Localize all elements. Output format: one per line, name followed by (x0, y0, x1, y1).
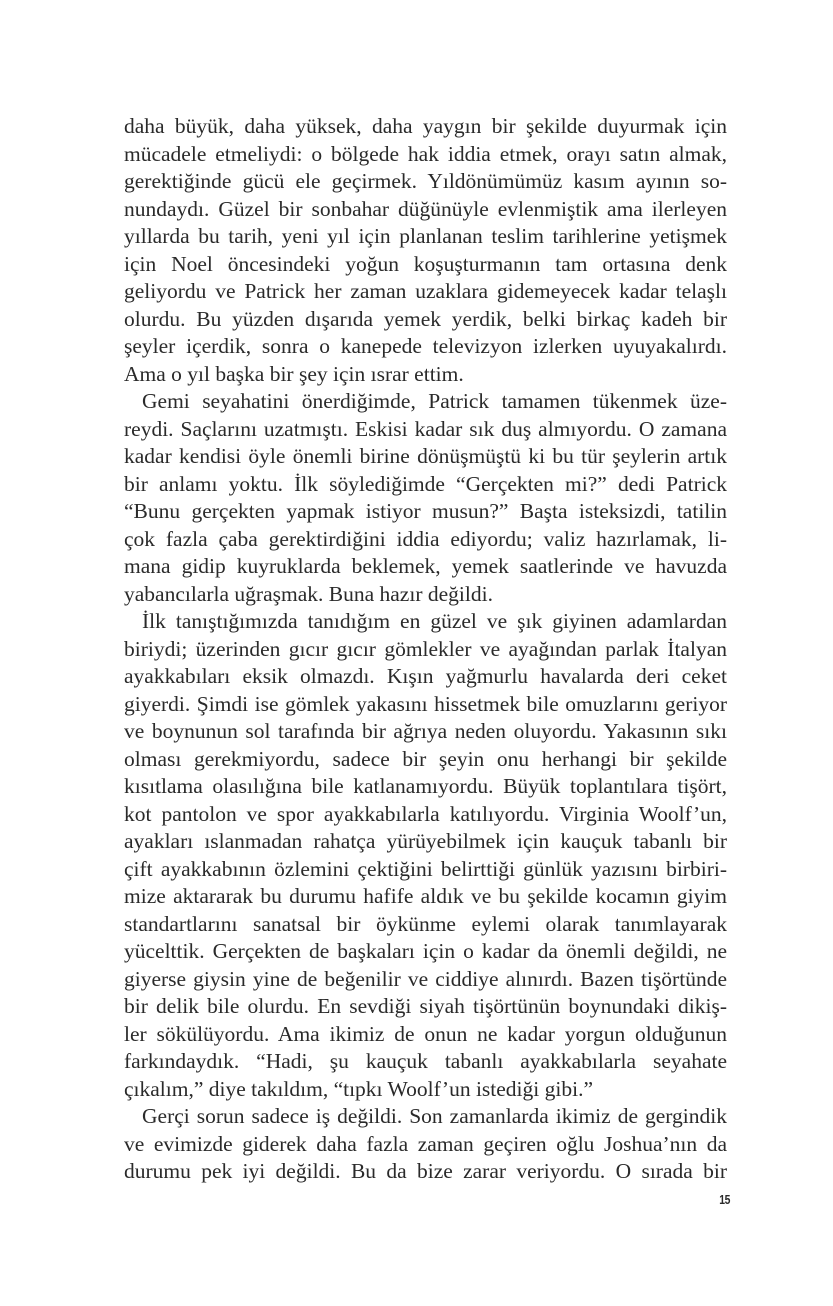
text-line: kot pantolon ve spor ayakkabılarla katılıyordu. Virginia Woolf’un, (124, 801, 727, 826)
text-line: nundaydı. Güzel bir sonbahar düğünüyle evlenmiştik ama ilerleyen (124, 196, 727, 221)
text-line: biriydi; üzerinden gıcır gıcır gömlekler ve ayağından parlak İtalyan (124, 636, 727, 661)
body-text (124, 113, 727, 1186)
text-line: bir anlamı yoktu. İlk söylediğimde “Gerçekten mi?” dedi Patrick (124, 471, 727, 496)
text-line: mize aktararak bu durumu hafife aldık ve bu şekilde kocamın giyim (124, 884, 727, 908)
text-line: ve evimizde giderek daha fazla zaman geçiren oğlu Joshua’nın da (124, 1131, 727, 1156)
text-line: mana gidip kuyruklarda beklemek, yemek saatlerinde ve havuzda (124, 554, 727, 578)
text-line: Gemi seyahatini önerdiğimde, Patrick tamamen tükenmek üze- (142, 389, 727, 413)
text-line: bir delik bile olurdu. En sevdiği siyah tişörtünün boynundaki dikiş- (124, 994, 727, 1018)
text-line: durumu pek iyi değildi. Bu da bize zarar veriyordu. O sırada bir (124, 1159, 727, 1183)
text-line: yücelttik. Gerçekten de başkaları için o kadar da önemli değildi, ne (124, 939, 727, 963)
text-line: çok fazla çaba gerektirdiğini iddia ediyordu; valiz hazırlamak, li- (124, 526, 727, 551)
text-line: daha büyük, daha yüksek, daha yaygın bir şekilde duyurmak için (124, 114, 727, 138)
paragraph (124, 1103, 727, 1186)
paragraph (124, 608, 727, 1103)
text-line: standartlarını sanatsal bir öykünme eylemi olarak tanımlayarak (124, 911, 727, 936)
text-line: gerektiğinde gücü ele geçirmek. Yıldönümümüz kasım ayının so- (124, 169, 727, 193)
paragraph (124, 113, 727, 388)
text-line: reydi. Saçlarını uzatmıştı. Eskisi kadar sık duş almıyordu. O zamana (124, 416, 727, 441)
text-line: kadar kendisi öyle önemli birine dönüşmüştü ki bu tür şeylerin artık (124, 444, 727, 468)
text-line: şeyler içerdik, sonra o kanepede televizyon izlerken uyuyakalırdı. (124, 334, 727, 358)
text-line: ve boynunun sol tarafında bir ağrıya neden oluyordu. Yakasının sıkı (124, 719, 727, 743)
text-line: Ama o yıl başka bir şey için ısrar ettim. (124, 361, 464, 386)
text-line: ler sökülüyordu. Ama ikimiz de onun ne kadar yorgun olduğunun (124, 1021, 727, 1046)
paragraph (124, 388, 727, 608)
text-line: olması gerekmiyordu, sadece bir şeyin onu herhangi bir şekilde (124, 746, 727, 771)
text-line: kısıtlama olasılığına bile katlanamıyordu. Büyük toplantılara tişört, (124, 774, 727, 798)
text-line: geliyordu ve Patrick her zaman uzaklara gidemeyecek kadar telaşlı (124, 279, 727, 303)
text-line: olurdu. Bu yüzden dışarıda yemek yerdik, belki birkaç kadeh bir (124, 306, 727, 331)
text-line: Gerçi sorun sadece iş değildi. Son zamanlarda ikimiz de gergindik (142, 1104, 727, 1128)
text-line: ayakları ıslanmadan rahatça yürüyebilmek için kauçuk tabanlı bir (124, 829, 727, 853)
text-line: mücadele etmeliydi: o bölgede hak iddia etmek, orayı satın almak, (124, 141, 727, 166)
text-line: için Noel öncesindeki yoğun koşuşturmanın tam ortasına denk (124, 251, 727, 276)
page-number: 15 (719, 1192, 730, 1207)
text-line: giyerdi. Şimdi ise gömlek yakasını hissetmek bile omuzlarını geriyor (124, 691, 727, 716)
text-line: çıkalım,” diye takıldım, “tıpkı Woolf’un istediği gibi.” (124, 1076, 593, 1101)
text-line: çift ayakkabının özlemini çektiğini belirttiği günlük yazısını birbiri- (124, 856, 727, 881)
text-line: yabancılarla uğraşmak. Buna hazır değildi. (124, 581, 493, 606)
text-line: İlk tanıştığımızda tanıdığım en güzel ve şık giyinen adamlardan (142, 609, 727, 633)
text-line: farkındaydık. “Hadi, şu kauçuk tabanlı ayakkabılarla seyahate (124, 1049, 727, 1073)
text-line: yıllarda bu tarih, yeni yıl için planlanan teslim tarihlerine yetişmek (124, 224, 727, 248)
text-line: ayakkabıları eksik olmazdı. Kışın yağmurlu havalarda deri ceket (124, 664, 727, 688)
text-line: giyerse giysin yine de beğenilir ve ciddiye alınırdı. Bazen tişörtünde (124, 966, 727, 991)
text-line: “Bunu gerçekten yapmak istiyor musun?” Başta isteksizdi, tatilin (124, 499, 727, 523)
